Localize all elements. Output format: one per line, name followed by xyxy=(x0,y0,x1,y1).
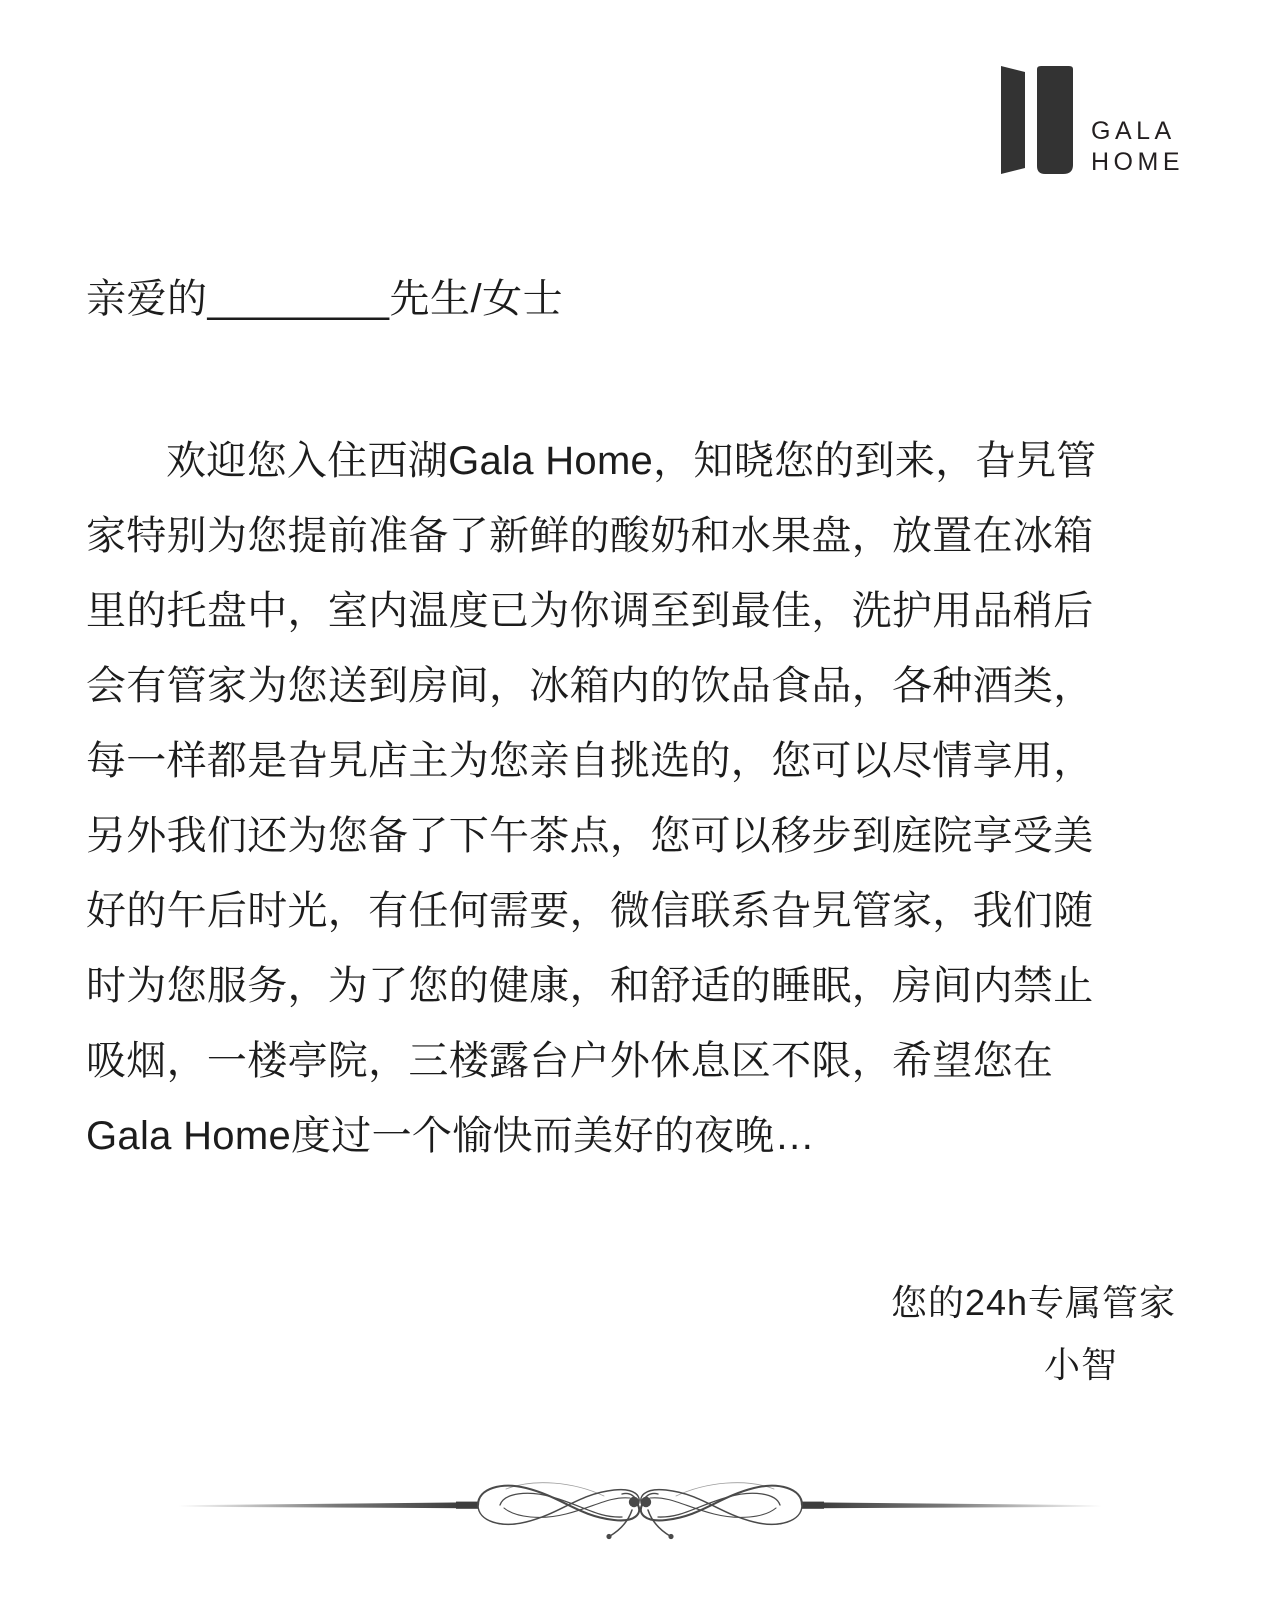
brand-wordmark-line-2: HOME xyxy=(1091,147,1184,176)
body-line: 每一样都是旮旯店主为您亲自挑选的，您可以尽情享用， xyxy=(86,739,1094,783)
signature-block xyxy=(891,1272,1176,1396)
brand-wordmark xyxy=(1091,116,1184,178)
brand-wordmark-line-1: GALA xyxy=(1091,117,1176,145)
body-line: 吸烟，一楼亭院，三楼露台户外休息区不限，希望您在 xyxy=(86,1039,1054,1083)
body-line: 会有管家为您送到房间，冰箱内的饮品食品，各种酒类， xyxy=(86,664,1094,708)
body-line: 时为您服务，为了您的健康，和舒适的睡眠，房间内禁止 xyxy=(86,964,1094,1008)
body-line: 另外我们还为您备了下午茶点，您可以移步到庭院享受美 xyxy=(86,814,1094,858)
signature-title: 您的24h专属管家 xyxy=(890,1282,1176,1323)
gala-home-logo-mark-icon xyxy=(995,56,1077,178)
letter-body xyxy=(86,424,1176,1174)
body-line: 里的托盘中，室内温度已为你调至到最佳，洗护用品稍后 xyxy=(86,589,1094,633)
body-line: 欢迎您入住西湖Gala Home，知晓您的到来，旮旯管 xyxy=(166,439,1097,483)
brand-logo xyxy=(995,48,1184,178)
body-line: 家特别为您提前准备了新鲜的酸奶和水果盘，放置在冰箱 xyxy=(86,514,1094,558)
decorative-flourish-divider-icon xyxy=(170,1458,1110,1554)
body-line: Gala Home度过一个愉快而美好的夜晚… xyxy=(86,1114,815,1158)
body-line: 好的午后时光，有任何需要，微信联系旮旯管家，我们随 xyxy=(86,889,1094,933)
salutation: 亲爱的________先生/女士 xyxy=(86,277,564,321)
signature-name: 小智 xyxy=(1043,1344,1118,1385)
